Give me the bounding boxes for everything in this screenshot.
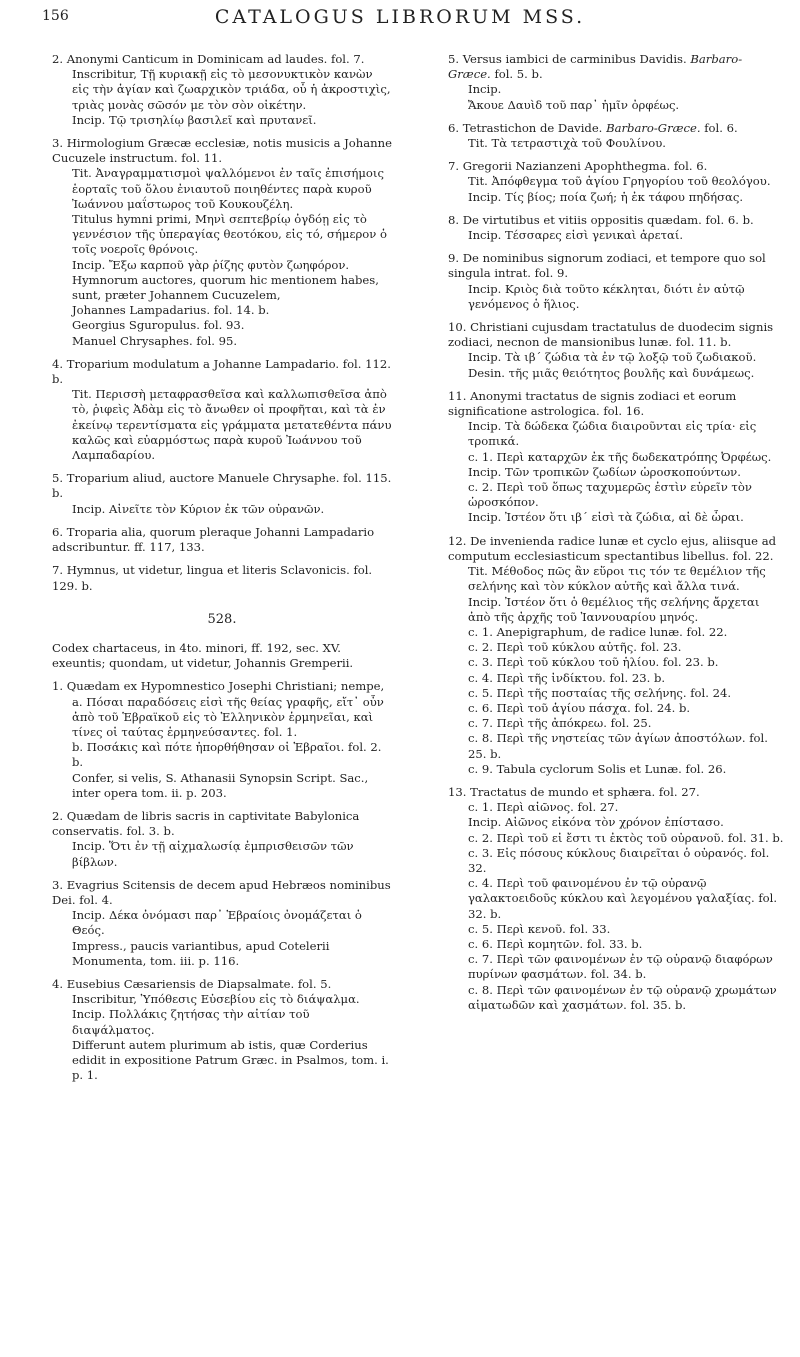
author-line: Johannes Lampadarius. fol. 14. b.: [72, 303, 270, 318]
entry-heading: 9. De nominibus signorum zodiaci, et tempore quo sol singula intrat. fol. 9.: [448, 251, 766, 281]
chapter-line: c. 2. Περὶ τοῦ κύκλου αὐτῆς. fol. 23.: [468, 640, 682, 655]
entry-title: Tit. Τὰ τετραστιχὰ τοῦ Φουλίνου.: [468, 136, 666, 151]
entry-incipit: Incip. Τῷ τρισηλίῳ βασιλεῖ καὶ πρυτανεῖ.: [72, 112, 317, 127]
chapter-line: c. 2. Περὶ τοῦ εἰ ἔστι τι ἐκτὸς τοῦ οὐρανοῦ. fol. 31. b.: [468, 830, 784, 845]
entry-heading: 2. Quædam de libris sacris in captivitate Babylonica conservatis. fol. 3. b.: [52, 808, 360, 839]
entry-heading: 4. Eusebius Cæsariensis de Diapsalmate. fol. 5.: [52, 976, 332, 991]
codex-entry-4: [52, 977, 392, 1083]
entry-title: Tit. Ἀπόφθεγμα τοῦ ἁγίου Γρηγορίου τοῦ θεολόγου.: [468, 174, 771, 189]
heading-text: 6. Tetrastichon de Davide.: [448, 120, 603, 135]
entry-incipit: Incip. Τῶν τροπικῶν ζωδίων ὡροσκοπούντων.: [468, 464, 741, 479]
chapter-line: c. 5. Περὶ τῆς ποσταίας τῆς σελήνης. fol. 24.: [468, 685, 732, 700]
heading-language: Barbaro-Græce.: [448, 52, 743, 82]
entry-desinit: Desin. τῆς μιᾶς θειότητος βουλῆς καὶ δυνάμεως.: [468, 365, 755, 380]
chapter-line: c. 5. Περὶ κενοῦ. fol. 33.: [468, 921, 611, 936]
entry-7: [52, 563, 392, 593]
entry-note: Hymnorum auctores, quorum hic mentionem habes, sunt, præter Johannem Cucuzelem,: [72, 272, 379, 303]
entry-incipit: Incip. Τὰ δώδεκα ζώδια διαιροῦνται εἰς τρία· εἰς τροπικά.: [468, 419, 757, 449]
entry-incipit: Incip. Πολλάκις ζητήσας τὴν αἰτίαν τοῦ διαψάλματος.: [72, 1007, 310, 1037]
entry-incipit: Incip. Ὅτι ἐν τῇ αἰχμαλωσίᾳ ἐμπρισθεισῶν τῶν βίβλων.: [72, 839, 354, 869]
entry-sub-b: b. Ποσάκις καὶ πότε ἠπορθήθησαν οἱ Ἑβραῖοι. fol. 2. b.: [72, 740, 382, 770]
entry-inscription: Inscribitur, Ὑπόθεσις Εὐσεβίου εἰς τὸ διάψαλμα.: [72, 992, 360, 1007]
right-column: [448, 52, 784, 1021]
chapter-line: c. 1. Anepigraphum, de radice lunæ. fol. 22.: [468, 624, 728, 639]
entry-incipit: Incip. Ἰστέον ὅτι ιβ´ εἰσὶ τὰ ζώδια, αἱ δὲ ὧραι.: [468, 510, 744, 525]
entry-incipit: Incip. Ἔξω καρποῦ γὰρ ῥίζης φυτὸν ζωηφόρον.: [72, 257, 350, 272]
author-line: Georgius Sguropulus. fol. 93.: [72, 318, 245, 333]
entry-heading: 13. Tractatus de mundo et sphæra. fol. 27.: [448, 784, 700, 799]
codex-description: Codex chartaceus, in 4to. minori, ff. 192, sec. XV. exeuntis; quondam, ut videtur, Johannis Gremperii.: [52, 640, 354, 671]
entry-note: Titulus hymni primi, Μηνὶ σεπτεβρίῳ ὀγδόῃ εἰς τὸ γεννέσιον τῆς ὑπεραγίας θεοτόκου, εἰς τό, σήμερον ὁ τοῖς νοεροῖς θρόνοις.: [72, 212, 387, 257]
entry-sub-a: a. Πόσαι παραδόσεις εἰσὶ τῆς θείας γραφῆς, εἴτ᾽ οὖν ἀπὸ τοῦ Ἑβραϊκοῦ εἰς τὸ Ἑλληνικὸν ἑρμηνεῖαι, καὶ τίνες οἱ ταύτας ἑρμηνεύσαντες. fol. 1.: [72, 694, 384, 739]
chapter-line: c. 8. Περὶ τῶν φαινομένων ἐν τῷ οὐρανῷ χρωμάτων αἱματωδῶν καὶ χασμάτων. fol. 35. b.: [468, 982, 777, 1012]
entry-heading: 6. Troparia alia, quorum pleraque Johanni Lampadario adscribuntur. ff. 117, 133.: [52, 524, 375, 555]
entry-heading: 7. Gregorii Nazianzeni Apophthegma. fol. 6.: [448, 159, 708, 174]
entry-incipit: Incip. Τέσσαρες εἰσὶ γενικαὶ ἀρεταί.: [468, 228, 684, 243]
heading-folio: fol. 5. b.: [494, 67, 543, 82]
entry-2: [52, 52, 392, 128]
entry-heading: 10. Christiani cujusdam tractatulus de duodecim signis zodiaci, necnon de mansionibus lunæ. fol. 11. b.: [448, 320, 774, 350]
chapter-line: c. 7. Περὶ τῆς ἀπόκρεω. fol. 25.: [468, 716, 652, 731]
entry-heading: 7. Hymnus, ut videtur, lingua et literis Sclavonicis. fol. 129. b.: [52, 563, 373, 593]
heading-language: Barbaro-Græce.: [606, 120, 701, 135]
entry-heading: 3. Hirmologium Græcæ ecclesiæ, notis musicis a Johanne Cucuzele instructum. fol. 11.: [52, 136, 392, 166]
entry-6: [52, 525, 392, 555]
heading-folio: fol. 6.: [704, 120, 738, 135]
codex-entry-2: [52, 809, 392, 870]
entry-heading: 3. Evagrius Scitensis de decem apud Hebræos nominibus Dei. fol. 4.: [52, 877, 391, 907]
entry-incipit: Incip. Κριὸς διὰ τοῦτο κέκληται, διότι ἐν αὐτῷ γενόμενος ὁ ἥλιος.: [468, 281, 745, 311]
entry-incipit: Incip. Αἰνεῖτε τὸν Κύριον ἐκ τῶν οὐρανῶν.: [72, 501, 325, 516]
entry-heading: 11. Anonymi tractatus de signis zodiaci et eorum significatione astrologica. fol. 16.: [448, 388, 737, 419]
entry-heading: [448, 121, 784, 136]
running-head: CATALOGUS LIBRORUM MSS.: [214, 6, 586, 28]
entry-title: Tit. Περισσὴ μεταφρασθεῖσα καὶ καλλωπισθεῖσα ἀπὸ τὸ, ῥιφεὶς Ἀδὰμ εἰς τὸ ἄνωθεν οἱ προφῆται, καὶ τὰ ἐν ἐκείνῳ τερεντίσματα εἰς γράμματα μετατεθέντα πάνυ καλῶς καὶ εὐαρμόστως παρὰ κυροῦ Ἰωάννου τοῦ Λαμπαδαρίου.: [72, 387, 392, 463]
chapter-line: c. 9. Tabula cyclorum Solis et Lunæ. fol. 26.: [468, 761, 727, 776]
chapter-line: c. 2. Περὶ τοῦ ὅπως ταχυμερῶς ἐστὶν εὑρεῖν τὸν ὡροσκόπον.: [468, 480, 752, 510]
entry-incipit-label: Incip.: [468, 82, 502, 97]
entry-heading: 8. De virtutibus et vitiis oppositis quædam. fol. 6. b.: [448, 212, 754, 227]
entry-heading: [448, 52, 784, 82]
entry-title: Tit. Ἀναγραμματισμοὶ ψαλλόμενοι ἐν ταῖς ἐπισήμοις ἑορταῖς τοῦ ὅλου ἐνιαυτοῦ ποιηθέντες παρὰ κυροῦ Ἰωάννου μαΐστωρος τοῦ Κουκουζέλη.: [72, 166, 384, 211]
left-column: [52, 52, 392, 1091]
chapter-line: c. 3. Περὶ τοῦ κύκλου τοῦ ἡλίου. fol. 23. b.: [468, 655, 719, 670]
entry-note: Confer, si velis, S. Athanasii Synopsin Script. Sac., inter opera tom. ii. p. 203.: [72, 770, 369, 800]
entry-incipit: Incip. Τὰ ιβ´ ζώδια τὰ ἐν τῷ λοξῷ τοῦ ζωδιακοῦ.: [468, 350, 757, 365]
codex-entry-6: [448, 121, 784, 151]
codex-entry-5: [448, 52, 784, 113]
entry-heading: 5. Troparium aliud, auctore Manuele Chrysaphe. fol. 115. b.: [52, 471, 392, 501]
entry-incipit: Incip. Ἰστέον ὅτι ὁ θεμέλιος τῆς σελήνης ἄρχεται ἀπὸ τῆς ἀρχῆς τοῦ Ἰαννουαρίου μηνός.: [468, 594, 760, 624]
chapter-line: c. 1. Περὶ αἰῶνος. fol. 27.: [468, 800, 619, 815]
entry-incipit: Incip. Δέκα ὀνόμασι παρ᾽ Ἑβραίοις ὀνομάζεται ὁ Θεός.: [72, 908, 362, 938]
codex-entry-3: [52, 878, 392, 969]
chapter-line: c. 1. Περὶ καταρχῶν ἐκ τῆς δωδεκατρόπης Ὀρφέως.: [468, 449, 772, 464]
chapter-line: c. 6. Περὶ τοῦ ἁγίου πάσχα. fol. 24. b.: [468, 700, 691, 715]
chapter-line: c. 7. Περὶ τῶν φαινομένων ἐν τῷ οὐρανῷ διαφόρων πυρίνων φασμάτων. fol. 34. b.: [468, 952, 773, 982]
author-line: Manuel Chrysaphes. fol. 95.: [72, 333, 238, 348]
chapter-line: c. 3. Εἰς πόσους κύκλους διαιρεῖται ὁ οὐρανός. fol. 32.: [468, 845, 770, 875]
codex-entry-8: [448, 213, 784, 243]
entry-heading: 12. De invenienda radice lunæ et cyclo ejus, aliisque ad computum ecclesiasticum spectantibus libellus. fol. 22.: [448, 533, 777, 563]
chapter-line: c. 8. Περὶ τῆς νηστείας τῶν ἁγίων ἀποστόλων. fol. 25. b.: [468, 731, 768, 761]
entry-note: Differunt autem plurimum ab istis, quæ Corderius edidit in expositione Patrum Græc. in Psalmos, tom. i. p. 1.: [72, 1037, 389, 1083]
codex-entry-11: [448, 389, 784, 526]
page-number: 156: [42, 8, 69, 24]
entry-heading: 1. Quædam ex Hypomnestico Josephi Christiani; nempe,: [52, 679, 385, 694]
chapter-line: c. 6. Περὶ κομητῶν. fol. 33. b.: [468, 936, 643, 951]
entry-incipit: Incip. Τίς βίος; ποία ζωή; ἡ ἐκ τάφου πηδήσας.: [468, 189, 744, 204]
codex-entry-1: [52, 679, 392, 801]
chapter-line: c. 4. Περὶ τῆς ἰνδίκτου. fol. 23. b.: [468, 670, 666, 685]
entry-inscription: Inscribitur, Τῇ κυριακῇ εἰς τὸ μεσονυκτικὸν κανὼν εἰς τὴν ἁγίαν καὶ ζωαρχικὸν τριάδα, οὗ ἡ ἀκροστιχὶς, τριὰς μονὰς σῶσόν με τὸν σὸν οἰκέτην.: [72, 67, 391, 112]
codex-entry-10: [448, 320, 784, 381]
entry-incipit: Ἄκουε Δαυὶδ τοῦ παρ᾽ ἡμῖν ὀρφέως.: [468, 97, 680, 112]
entry-incipit: Incip. Αἰῶνος εἰκόνα τὸν χρόνον ἐπίστασο.: [468, 815, 724, 830]
chapter-line: c. 4. Περὶ τοῦ φαινομένου ἐν τῷ οὐρανῷ γαλακτοειδοῦς κύκλου καὶ λεγομένου γαλαξίας. fol. 32. b.: [468, 876, 778, 921]
heading-text: 5. Versus iambici de carminibus Davidis.: [448, 52, 687, 66]
entry-3: [52, 136, 392, 349]
codex-number: 528.: [207, 611, 237, 627]
codex-entry-9: [448, 251, 784, 312]
entry-note: Impress., paucis variantibus, apud Cotelerii Monumenta, tom. iii. p. 116.: [72, 938, 330, 968]
entry-title: Tit. Μέθοδος πῶς ἂν εὕροι τις τόν τε θεμέλιον τῆς σελήνης καὶ τὸν κύκλον αὐτῆς καὶ ἄλλα τινά.: [468, 564, 766, 594]
entry-4: [52, 357, 392, 463]
codex-entry-13: [448, 785, 784, 1013]
entry-5: [52, 471, 392, 517]
entry-heading: 2. Anonymi Canticum in Dominicam ad laudes. fol. 7.: [52, 52, 365, 66]
codex-entry-12: [448, 534, 784, 777]
entry-heading: 4. Troparium modulatum a Johanne Lampadario. fol. 112. b.: [52, 356, 391, 387]
codex-entry-7: [448, 159, 784, 205]
